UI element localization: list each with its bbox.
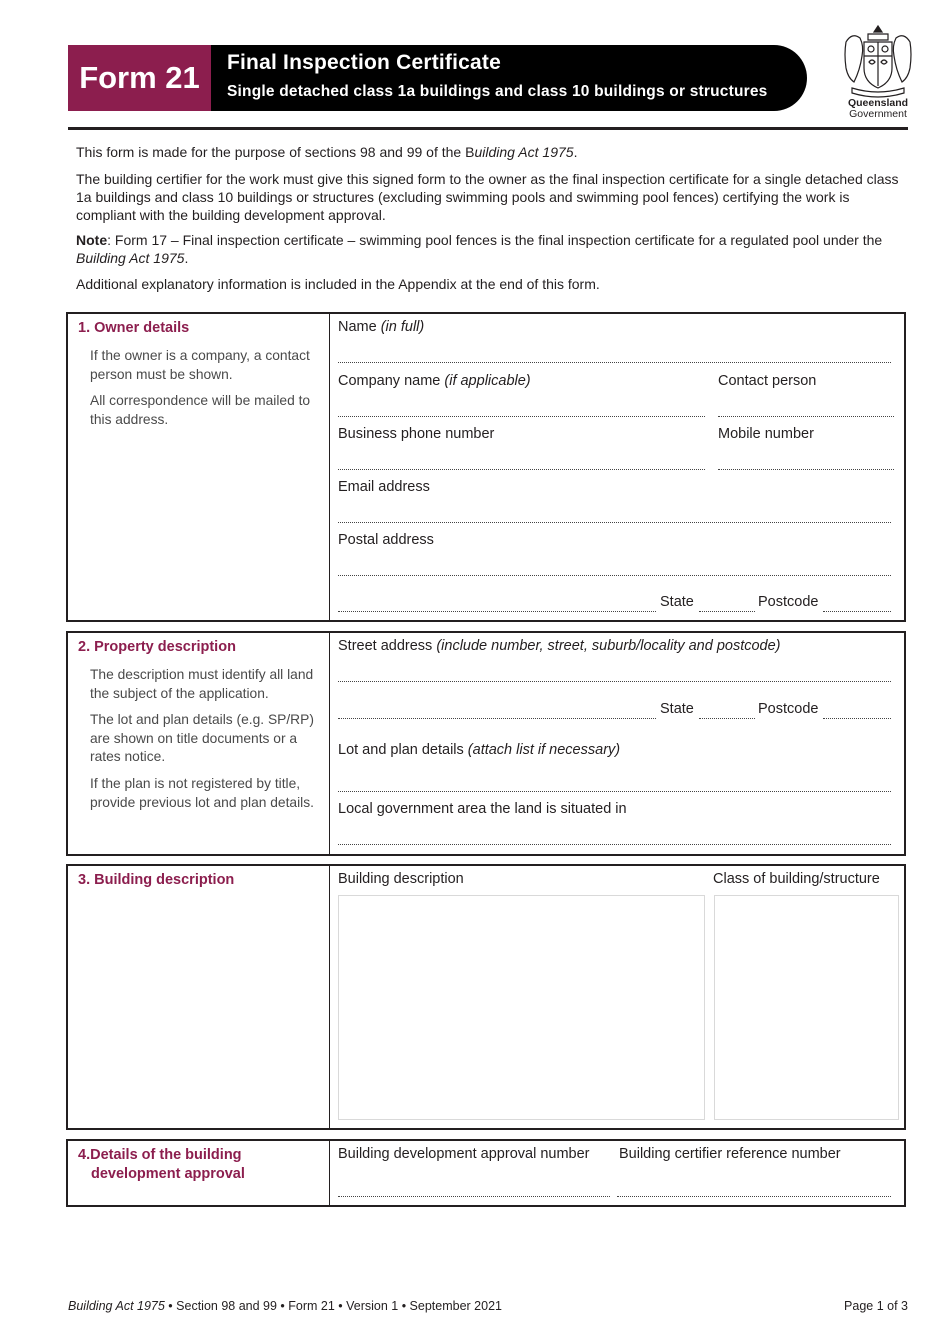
section-title: 3. Building description <box>78 872 235 888</box>
lot-plan-field[interactable] <box>338 791 891 792</box>
business-phone-field[interactable] <box>338 469 705 470</box>
company-name-field[interactable] <box>338 416 705 417</box>
section-development-approval <box>66 1139 906 1207</box>
mobile-number-label: Mobile number <box>718 426 814 442</box>
section-note: If the plan is not registered by title, provide previous lot and plan details. <box>90 776 314 810</box>
footer-citation: Building Act 1975 • Section 98 and 99 • Form 21 • Version 1 • September 2021 <box>68 1299 502 1313</box>
section-note: If the owner is a company, a contact person must be shown. <box>90 348 310 382</box>
approval-number-field[interactable] <box>338 1196 610 1197</box>
company-name-label: Company name (if applicable) <box>338 373 531 389</box>
section-title: 2. Property description <box>78 639 236 655</box>
postal-address-label: Postal address <box>338 532 434 548</box>
form-number-badge: Form 21 <box>68 45 211 111</box>
street-address-field[interactable] <box>338 681 891 682</box>
header-divider <box>68 127 908 130</box>
queensland-crest-logo <box>838 22 918 100</box>
section-building-description <box>66 864 906 1130</box>
title-bar <box>211 45 807 111</box>
intro-paragraph-2: The building certifier for the work must give this signed form to the owner as the final inspection certificate for a single detached class 1a buildings and class 10 buildings or structures (excluding swimming pools and swimming pool fences) certifying the work is compliant with the building development approval. <box>76 171 899 223</box>
postcode-field[interactable] <box>823 718 891 719</box>
section-property-description <box>66 631 906 856</box>
mobile-number-field[interactable] <box>718 469 894 470</box>
email-address-label: Email address <box>338 479 430 495</box>
approval-number-label: Building development approval number <box>338 1146 590 1162</box>
street-address-label: Street address (include number, street, suburb/locality and postcode) <box>338 638 781 654</box>
intro-note: Note: Form 17 – Final inspection certificate – swimming pool fences is the final inspection certificate for a regulated pool under the Building Act 1975. <box>76 232 883 266</box>
page-number: Page 1 of 3 <box>844 1299 908 1313</box>
postal-address-line2-field[interactable] <box>338 611 656 612</box>
street-address-line2-field[interactable] <box>338 718 656 719</box>
section-owner-details <box>66 312 906 622</box>
intro-paragraph-4: Additional explanatory information is included in the Appendix at the end of this form. <box>76 276 600 292</box>
postcode-label: Postcode <box>758 594 819 610</box>
section-title: 4.Details of the building development approval <box>78 1147 245 1182</box>
government-name-line1: Queensland <box>847 97 909 109</box>
intro-paragraph-1: This form is made for the purpose of sections 98 and 99 of the Building Act 1975. <box>76 144 578 160</box>
email-address-field[interactable] <box>338 522 891 523</box>
local-government-area-label: Local government area the land is situated in <box>338 801 627 817</box>
lot-plan-label: Lot and plan details (attach list if necessary) <box>338 742 621 758</box>
postcode-label: Postcode <box>758 701 819 717</box>
postal-address-field[interactable] <box>338 575 891 576</box>
business-phone-label: Business phone number <box>338 426 495 442</box>
section-note: The lot and plan details (e.g. SP/RP) are shown on title documents or a rates notice. <box>90 712 314 764</box>
contact-person-field[interactable] <box>718 416 894 417</box>
owner-name-label: Name (in full) <box>338 319 425 335</box>
state-label: State <box>660 594 694 610</box>
building-description-label: Building description <box>338 871 464 887</box>
owner-name-field[interactable] <box>338 362 891 363</box>
certifier-reference-field[interactable] <box>617 1196 891 1197</box>
state-field[interactable] <box>699 611 755 612</box>
building-class-textarea[interactable] <box>714 895 899 1120</box>
building-class-label: Class of building/structure <box>713 871 880 887</box>
local-government-area-field[interactable] <box>338 844 891 845</box>
form-title: Final Inspection Certificate <box>227 51 501 74</box>
postcode-field[interactable] <box>823 611 891 612</box>
section-note: The description must identify all land the subject of the application. <box>90 667 314 701</box>
government-name-line2: Government <box>849 108 907 120</box>
section-note: All correspondence will be mailed to this address. <box>90 393 311 427</box>
form-subtitle: Single detached class 1a buildings and class 10 buildings or structures <box>227 83 768 100</box>
contact-person-label: Contact person <box>718 373 817 389</box>
certifier-reference-label: Building certifier reference number <box>619 1146 841 1162</box>
state-label: State <box>660 701 694 717</box>
section-title: 1. Owner details <box>78 320 190 336</box>
building-description-textarea[interactable] <box>338 895 705 1120</box>
state-field[interactable] <box>699 718 755 719</box>
